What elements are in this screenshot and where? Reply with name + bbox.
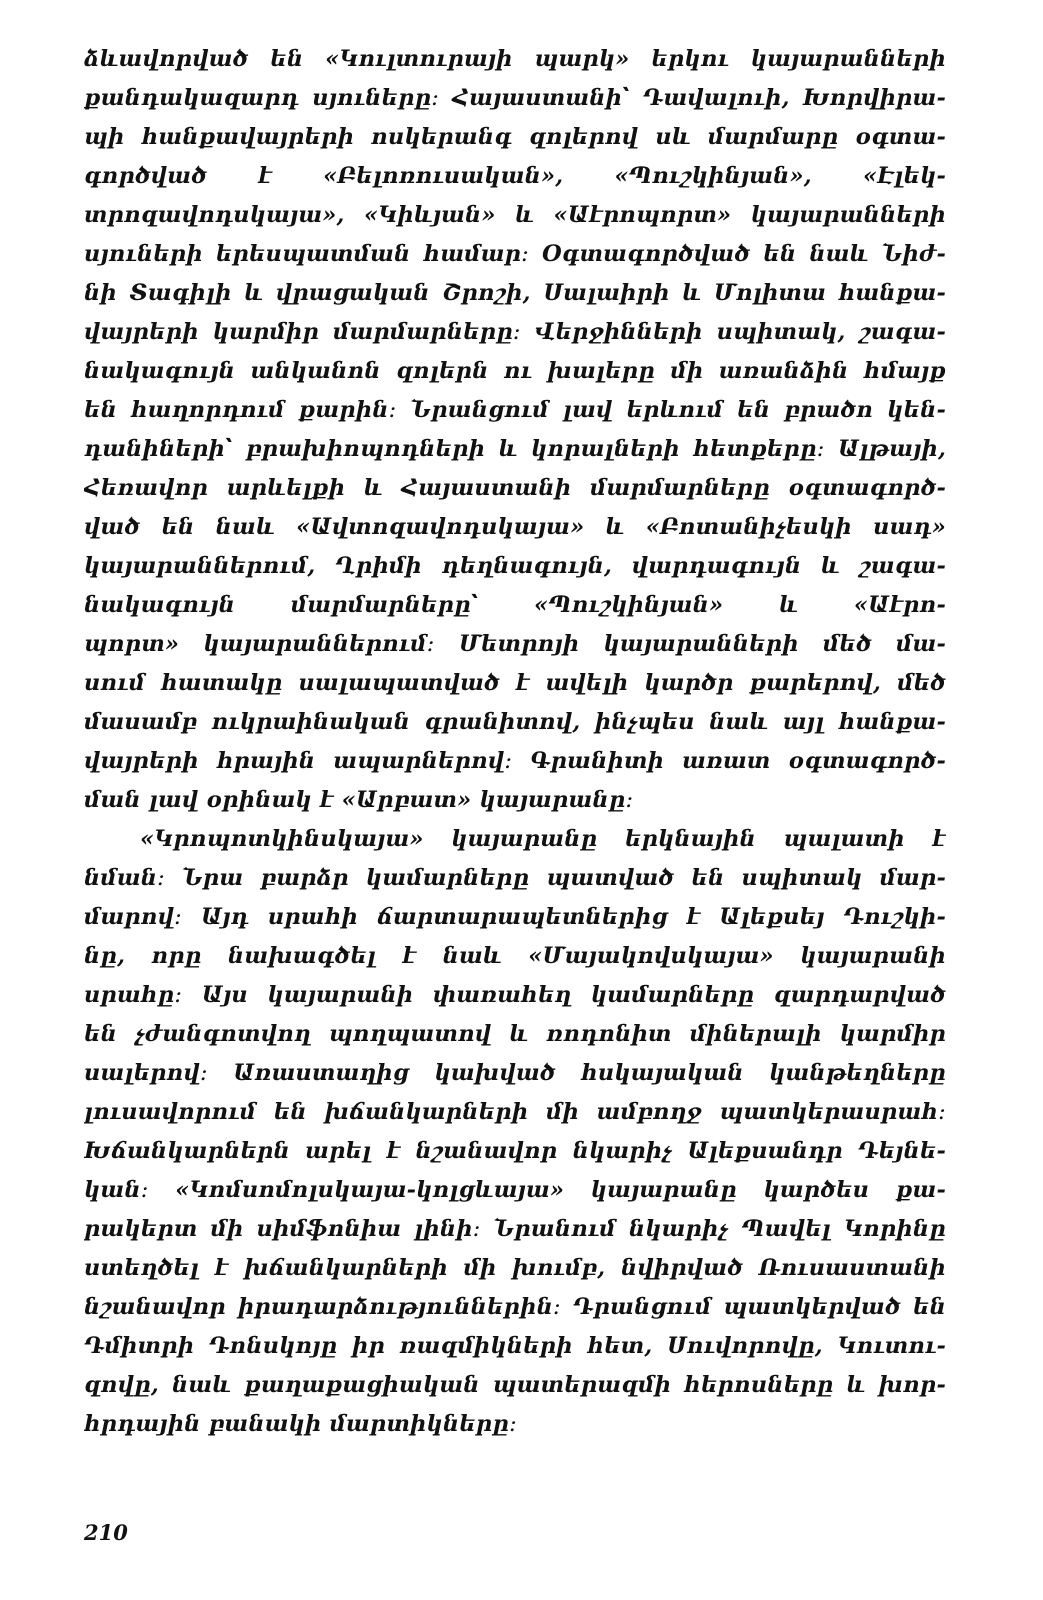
text-line: ձևավորված են «Կուլտուրայի պարկ» երկու կայարանների — [84, 46, 946, 72]
text-line: րակերտ մի սիմֆոնիա լինի։ Նրանում նկարիչ Պավել Կորինը — [84, 1216, 946, 1242]
text-line: Հեռավոր արևելքի և Հայաստանի մարմարները օգտագործ- — [84, 475, 946, 501]
text-line: են հաղորդում քարին։ Նրանցում լավ երևում են բրածո կեն- — [84, 397, 946, 423]
text-line: կան։ «Կոմսոմոլսկայա-կոլցևայա» կայարանը կարծես քա- — [84, 1177, 946, 1203]
text-line: նի Տագիլի և վրացական Շրոշի, Սալաիրի և Մոլիտա հանքա- — [84, 280, 946, 306]
text-line: նման։ Նրա բարձր կամարները պատված են սպիտակ մար- — [84, 865, 946, 891]
text-line: նը, որը նախագծել է նաև «Մայակովսկայա» կայարանի — [84, 943, 946, 969]
text-line: նակագույն մարմարները՝ «Պուշկինյան» և «Աէրո- — [84, 592, 946, 618]
text-line: նակագույն անկանոն զոլերն ու խալերը մի առանձին հմայք — [84, 358, 946, 384]
text-line: քանդակազարդ սյուները։ Հայաստանի՝ Դավալուի, Խորվիրա- — [84, 85, 946, 111]
text-line: կայարաններում, Ղրիմի դեղնագույն, վարդագույն և շագա- — [84, 553, 946, 579]
text-line: են չժանգոտվող պողպատով և ռոդոնիտ միներալի կարմիր — [84, 1021, 946, 1047]
text-line: տրոզավոդսկայա», «Կիևյան» և «Աէրոպորտ» կայարանների — [84, 202, 946, 228]
text-line: պորտ» կայարաններում։ Մետրոյի կայարանների մեծ մա- — [84, 631, 946, 657]
text-line: ված են նաև «Ավտոզավոդսկայա» և «Բոտանիչեսկի սադ» — [84, 514, 946, 540]
text-line: վայրերի հրային ապարներով։ Գրանիտի առատ օգտագործ- — [84, 748, 946, 774]
text-line: սալերով։ Առաստաղից կախված հսկայական կանթեղները — [84, 1060, 946, 1086]
paragraph-end-line: հրդային բանակի մարտիկները։ — [84, 1411, 517, 1437]
paragraph-first-line: «Կրոպոտկինսկայա» կայարանը երկնային պալատի է — [140, 826, 946, 852]
text-line: սրահը։ Այս կայարանի փառահեղ կամարները զարդարված — [84, 982, 946, 1008]
text-line: լուսավորում են խճանկարների մի ամբողջ պատկերասրահ։ — [84, 1099, 946, 1125]
text-line: վայրերի կարմիր մարմարները։ Վերջինների սպիտակ, շագա- — [84, 319, 946, 345]
text-line: սյուների երեսպատման համար։ Օգտագործված են նաև Նիժ- — [84, 241, 946, 267]
page-number: 210 — [84, 1520, 128, 1545]
text-line: պի հանքավայրերի ոսկերանգ զոլերով սև մարմարը օգտա- — [84, 124, 946, 150]
text-line: մարով։ Այդ սրահի ճարտարապետներից է Ալեքսեյ Դուշկի- — [84, 904, 946, 930]
text-line: նշանավոր իրադարձություններին։ Դրանցում պատկերված են — [84, 1294, 946, 1320]
text-line: դանիների՝ բրախիոպոդների և կորալների հետքերը։ Ալթայի, — [84, 436, 946, 462]
paragraph-end-line: ման լավ օրինակ է «Արբատ» կայարանը։ — [84, 787, 634, 813]
text-line: սում հատակը սալապատված է ավելի կարծր քարերով, մեծ — [84, 670, 946, 696]
text-line: գործված է «Բելոռուսական», «Պուշկինյան», «Էլեկ- — [84, 163, 946, 189]
text-line: զովը, նաև քաղաքացիական պատերազմի հերոսները և խոր- — [84, 1372, 946, 1398]
text-line: ստեղծել է խճանկարների մի խումբ, նվիրված Ռուսաստանի — [84, 1255, 946, 1281]
text-line: Դմիտրի Դոնսկոյը իր ռազմիկների հետ, Սուվորովը, Կուտու- — [84, 1333, 946, 1359]
text-line: մասամբ ուկրաինական գրանիտով, ինչպես նաև այլ հանքա- — [84, 709, 946, 735]
text-line: Խճանկարներն արել է նշանավոր նկարիչ Ալեքսանդր Դեյնե- — [84, 1138, 946, 1164]
